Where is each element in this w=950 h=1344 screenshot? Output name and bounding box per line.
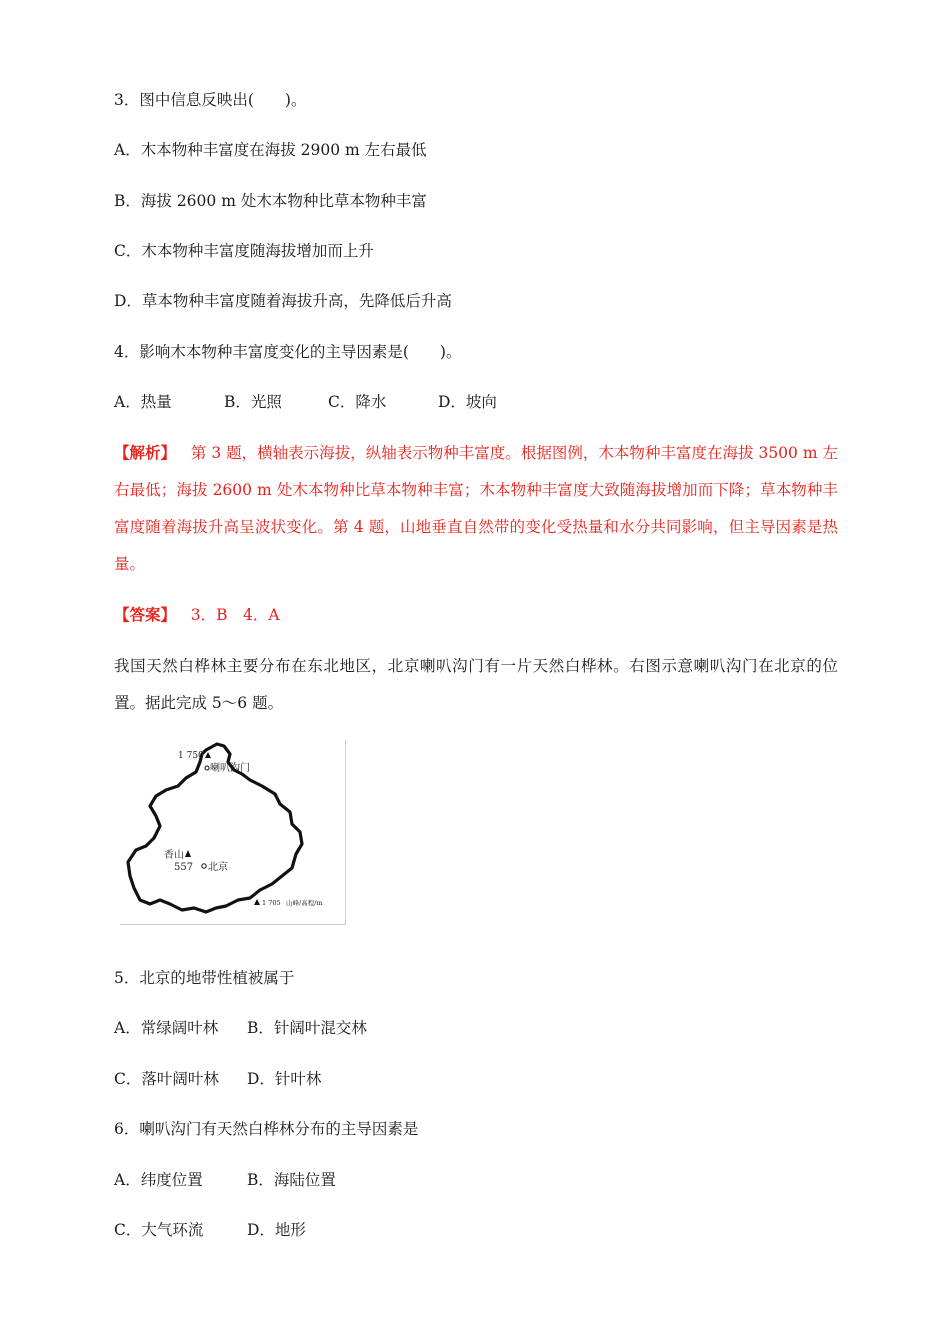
q6-options-row2 <box>114 1220 306 1240</box>
q6-option-a: A．纬度位置 <box>114 1171 203 1189</box>
analysis-block <box>114 434 838 583</box>
q4-option-b: B．光照 <box>224 393 282 411</box>
q5-options-row1 <box>114 1018 367 1038</box>
peak-1750-marker <box>205 752 211 758</box>
xiangshan-elev-label: 557 <box>174 862 194 873</box>
beijing-city-label: 北京 <box>208 862 228 873</box>
q6-options-row1 <box>114 1170 336 1190</box>
beijing-city-marker <box>202 864 206 868</box>
q5-option-b: B．针阔叶混交林 <box>247 1019 367 1037</box>
q6-stem: 6．喇叭沟门有天然白桦林分布的主导因素是 <box>114 1120 419 1138</box>
q3-option-d: D．草本物种丰富度随着海拔升高，先降低后升高 <box>114 292 452 310</box>
legend-peak-icon <box>254 899 260 905</box>
labagoumen-marker <box>205 766 209 770</box>
answer-text: 3．B 4．A <box>190 606 280 624</box>
peak-1750-label: 1 750 <box>178 751 204 761</box>
xiangshan-marker <box>185 850 191 857</box>
q4-stem: 4．影响木本物种丰富度变化的主导因素是( )。 <box>114 343 462 361</box>
q5-options-row2 <box>114 1069 321 1089</box>
q4-option-c: C．降水 <box>328 393 387 411</box>
q5-option-d: D．针叶林 <box>247 1070 322 1088</box>
intro-paragraph: 我国天然白桦林主要分布在东北地区，北京喇叭沟门有一片天然白桦林。右图示意喇叭沟门在北京的位置。据此完成 5～6 题。 <box>114 657 838 712</box>
answer-block <box>114 605 280 625</box>
xiangshan-label: 香山 <box>164 850 184 861</box>
q3-option-a: A．木本物种丰富度在海拔 2900 m 左右最低 <box>114 141 427 159</box>
answer-tag: 【答案】 <box>114 605 177 624</box>
q5-option-a: A．常绿阔叶林 <box>114 1019 219 1037</box>
analysis-text: 第 3 题，横轴表示海拔，纵轴表示物种丰富度。根据图例，木本物种丰富度在海拔 3500 m 左右最低；海拔 2600 m 处木本物种比草本物种丰富；木本物种丰富度大致随海拔增加而下降；草本物种丰富度随着海拔升高呈波状变化。第 4 题，山地垂直自然带的变化受热量和水分共同影响，但主导因素是热量。 <box>114 444 838 573</box>
q4-option-d: D．坡向 <box>438 393 497 411</box>
beijing-map <box>120 740 346 925</box>
q3-option-c: C．木本物种丰富度随海拔增加而上升 <box>114 242 374 260</box>
labagoumen-label: 喇叭沟门 <box>210 763 250 774</box>
q6-option-c: C．大气环流 <box>114 1221 204 1239</box>
q3-stem: 3．图中信息反映出( )。 <box>114 91 307 109</box>
beijing-map-figure <box>120 740 346 925</box>
q4-option-a: A．热量 <box>114 393 172 411</box>
legend-text: 山峰/高程/m <box>286 899 323 907</box>
q6-option-d: D．地形 <box>247 1221 306 1239</box>
q6-option-b: B．海陆位置 <box>247 1171 336 1189</box>
q3-option-b: B．海拔 2600 m 处木本物种比草本物种丰富 <box>114 192 427 210</box>
q5-stem: 5．北京的地带性植被属于 <box>114 969 295 987</box>
analysis-tag: 【解析】 <box>114 443 177 462</box>
legend-elev: 1 705 <box>262 899 281 907</box>
q5-option-c: C．落叶阔叶林 <box>114 1070 219 1088</box>
q4-options <box>114 392 497 412</box>
